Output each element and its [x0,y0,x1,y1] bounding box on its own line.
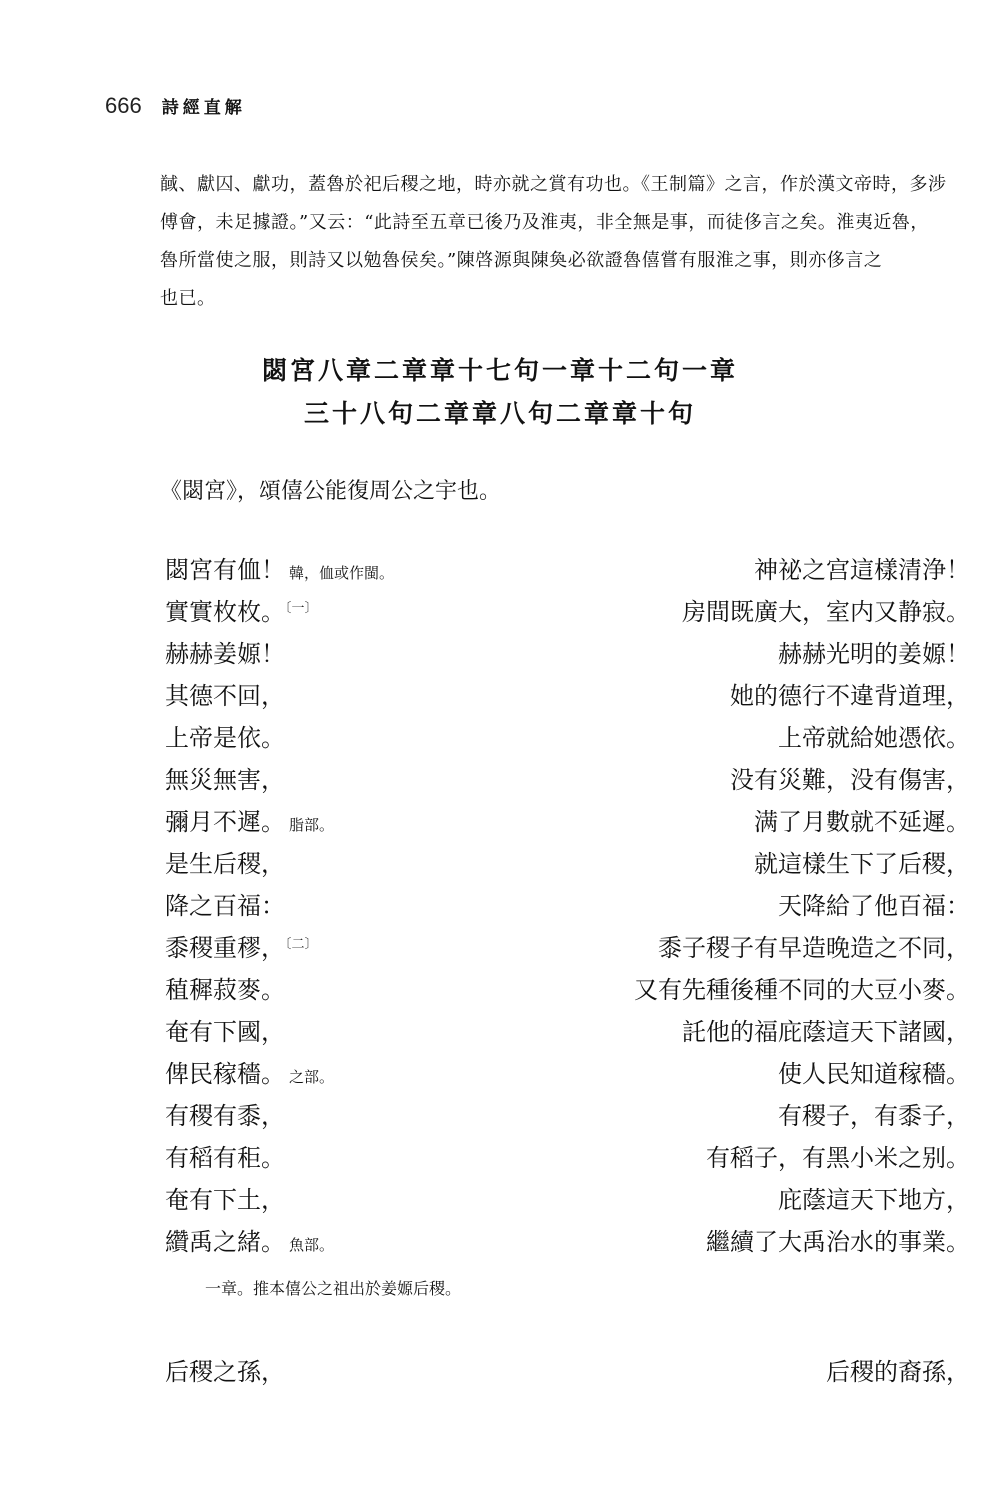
original-verse: 實實枚枚。 [165,598,285,626]
original-verse: 后稷之孫， [165,1358,285,1386]
commentary-line: 也已。 [160,288,216,309]
translation-verse: 赫赫光明的姜嫄！ [778,640,970,668]
original-verse: 上帝是依。 [165,724,285,752]
page-number: 666 [105,93,142,118]
original-verse: 彌月不遲。 [165,808,285,836]
footnote-marker: 〔一〕 [285,601,318,616]
translation-verse: 房間既廣大，室内又静寂。 [682,598,970,626]
original-verse-group [165,1054,334,1089]
poem-stanza-2 [165,1352,970,1394]
poem-stanza-1 [165,550,970,1264]
poem-line [165,550,970,592]
original-verse-group [165,592,318,627]
original-verse-group [165,1138,285,1173]
translation-verse: 黍子稷子有早造晚造之不同， [658,934,970,962]
poem-line [165,886,970,928]
poem-line [165,1138,970,1180]
poem-line [165,1222,970,1264]
rhyme-note: 魚部。 [289,1236,335,1254]
original-verse: 稙穉菽麥。 [165,976,285,1004]
original-verse: 奄有下土， [165,1186,285,1214]
original-verse-group [165,760,285,795]
rhyme-note: 韓，侐或作閩。 [289,564,395,582]
original-verse-group [165,550,394,585]
rhyme-note: 脂部。 [289,816,335,834]
translation-verse: 没有災難，没有傷害， [730,766,970,794]
poem-intro: 《閟宮》，頌僖公能復周公之宇也。 [160,479,502,504]
translation-verse: 庇蔭這天下地方， [778,1186,970,1214]
translation-verse: 她的德行不違背道理， [730,682,970,710]
original-verse: 降之百福： [165,892,285,920]
original-verse-group [165,1222,334,1257]
poem-line [165,1180,970,1222]
section-title-line-1: 閟宮八章二章章十七句一章十二句一章 [261,356,738,385]
original-verse-group [165,634,285,669]
book-title: 詩經直解 [161,98,246,118]
translation-verse: 又有先種後種不同的大豆小麥。 [634,976,970,1004]
original-verse-group [165,802,334,837]
original-verse: 有稻有秬。 [165,1144,285,1172]
original-verse-group [165,928,318,963]
rhyme-note: 之部。 [289,1068,335,1086]
original-verse-group [165,1012,285,1047]
commentary-line: 馘、獻囚、獻功，蓋魯於祀后稷之地，時亦就之賞有功也。《王制篇》之言，作於漢文帝時，多涉 [160,174,947,195]
poem-line [165,1054,970,1096]
commentary-paragraph [160,166,970,318]
original-verse: 奄有下國， [165,1018,285,1046]
original-verse: 黍稷重穋， [165,934,285,962]
page-header [105,93,246,123]
poem-line [165,718,970,760]
original-verse: 有稷有黍， [165,1102,285,1130]
poem-line [165,970,970,1012]
original-verse: 閟宮有侐！ [165,556,285,584]
commentary-line: 傅會，未足據證。”又云：“此詩至五章已後乃及淮夷，非全無是事，而徒侈言之矣。淮夷近魯， [160,212,929,233]
poem-line [165,634,970,676]
translation-verse: 繼續了大禹治水的事業。 [706,1228,970,1256]
poem-line [165,592,970,634]
translation-verse: 有稻子，有黑小米之别。 [706,1144,970,1172]
original-verse: 是生后稷， [165,850,285,878]
translation-verse: 就這樣生下了后稷， [754,850,970,878]
poem-line [165,760,970,802]
footnote-marker: 〔二〕 [285,937,318,952]
original-verse-group [165,844,285,879]
original-verse-group [165,676,285,711]
translation-verse: 天降給了他百福： [778,892,970,920]
translation-verse: 託他的福庇蔭這天下諸國， [682,1018,970,1046]
poem-line [165,1352,970,1394]
chapter-note: 一章。推本僖公之祖出於姜嫄后稷。 [205,1279,462,1298]
original-verse: 纘禹之緒。 [165,1228,285,1256]
translation-verse: 使人民知道稼穡。 [778,1060,970,1088]
original-verse: 赫赫姜嫄！ [165,640,285,668]
poem-line [165,676,970,718]
poem-line [165,1096,970,1138]
translation-verse: 上帝就給她憑依。 [778,724,970,752]
poem-line [165,802,970,844]
original-verse: 無災無害， [165,766,285,794]
poem-line [165,1012,970,1054]
original-verse-group [165,718,285,753]
section-title-line-2: 三十八句二章章八句二章章十句 [303,399,696,428]
original-verse: 俾民稼穡。 [165,1060,285,1088]
original-verse-group [165,970,285,1005]
poem-line [165,844,970,886]
translation-verse: 后稷的裔孫， [826,1358,970,1386]
original-verse-group [165,1096,285,1131]
commentary-line: 魯所當使之服，則詩又以勉魯侯矣。”陳啓源與陳奐必欲證魯僖嘗有服淮之事，則亦侈言之 [160,250,883,271]
original-verse-group [165,1180,285,1215]
original-verse: 其德不回， [165,682,285,710]
translation-verse: 神祕之宫這樣清浄！ [754,556,970,584]
original-verse-group [165,886,285,921]
poem-line [165,928,970,970]
translation-verse: 满了月數就不延遲。 [754,808,970,836]
translation-verse: 有稷子，有黍子， [778,1102,970,1130]
